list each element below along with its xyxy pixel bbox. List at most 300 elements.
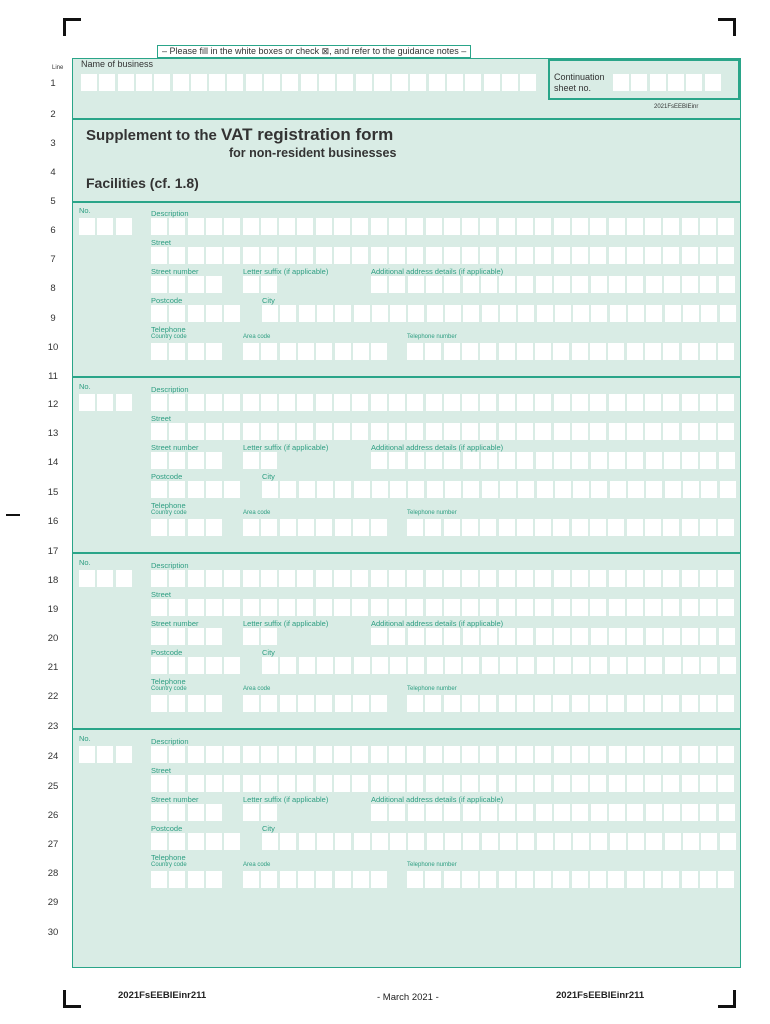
facility-1-telephone-number-box[interactable] xyxy=(700,343,716,360)
facility-2-city-box[interactable] xyxy=(555,481,571,498)
facility-2-description-box[interactable] xyxy=(261,394,277,411)
facility-1-additional-address-box[interactable] xyxy=(664,276,680,293)
facility-2-street-box[interactable] xyxy=(590,423,606,440)
facility-1-additional-address-box[interactable] xyxy=(499,276,515,293)
facility-4-telephone-number-box[interactable] xyxy=(572,871,588,888)
facility-1-city-box[interactable] xyxy=(262,305,278,322)
facility-2-description-box[interactable] xyxy=(426,394,442,411)
facility-3-description-box[interactable] xyxy=(243,570,259,587)
facility-3-country-code-box[interactable] xyxy=(206,695,222,712)
facility-3-area-code-box[interactable] xyxy=(335,695,351,712)
facility-2-description-box[interactable] xyxy=(206,394,222,411)
facility-3-additional-address-box[interactable] xyxy=(572,628,588,645)
facility-3-telephone-number-box[interactable] xyxy=(553,695,569,712)
facility-4-additional-address-box[interactable] xyxy=(371,804,387,821)
facility-1-area-code-box[interactable] xyxy=(280,343,296,360)
facility-2-postcode-box[interactable] xyxy=(169,481,185,498)
facility-1-telephone-number-box[interactable] xyxy=(462,343,478,360)
facility-1-no-box[interactable] xyxy=(116,218,132,235)
facility-4-description-box[interactable] xyxy=(206,746,222,763)
facility-4-additional-address-box[interactable] xyxy=(426,804,442,821)
facility-2-area-code-box[interactable] xyxy=(335,519,351,536)
facility-2-postcode-box[interactable] xyxy=(206,481,222,498)
facility-2-description-box[interactable] xyxy=(224,394,240,411)
facility-2-street-box[interactable] xyxy=(517,423,533,440)
facility-4-city-box[interactable] xyxy=(372,833,388,850)
name-of-business-char-box[interactable] xyxy=(191,74,207,91)
facility-2-additional-address-box[interactable] xyxy=(408,452,424,469)
facility-3-city-box[interactable] xyxy=(317,657,333,674)
facility-1-city-box[interactable] xyxy=(720,305,736,322)
facility-1-telephone-number-box[interactable] xyxy=(718,343,734,360)
facility-2-description-box[interactable] xyxy=(444,394,460,411)
facility-1-additional-address-box[interactable] xyxy=(700,276,716,293)
facility-3-street-box[interactable] xyxy=(535,599,551,616)
facility-3-description-box[interactable] xyxy=(188,570,204,587)
facility-4-area-code-box[interactable] xyxy=(371,871,387,888)
facility-1-area-code-box[interactable] xyxy=(261,343,277,360)
facility-2-additional-address-box[interactable] xyxy=(682,452,698,469)
facility-3-street-box[interactable] xyxy=(682,599,698,616)
facility-4-street-box[interactable] xyxy=(352,775,368,792)
name-of-business-char-box[interactable] xyxy=(337,74,353,91)
facility-1-description-box[interactable] xyxy=(426,218,442,235)
facility-1-additional-address-box[interactable] xyxy=(682,276,698,293)
facility-3-street-box[interactable] xyxy=(224,599,240,616)
facility-1-street-box[interactable] xyxy=(700,247,716,264)
facility-1-telephone-number-box[interactable] xyxy=(480,343,496,360)
facility-3-street-box[interactable] xyxy=(700,599,716,616)
facility-3-city-box[interactable] xyxy=(372,657,388,674)
facility-4-city-box[interactable] xyxy=(299,833,315,850)
facility-4-description-box[interactable] xyxy=(609,746,625,763)
facility-2-telephone-number-box[interactable] xyxy=(645,519,661,536)
facility-2-telephone-number-box[interactable] xyxy=(553,519,569,536)
facility-2-telephone-number-box[interactable] xyxy=(462,519,478,536)
facility-2-no-box[interactable] xyxy=(97,394,113,411)
facility-3-telephone-number-box[interactable] xyxy=(608,695,624,712)
facility-3-street-box[interactable] xyxy=(206,599,222,616)
facility-3-city-box[interactable] xyxy=(427,657,443,674)
facility-1-postcode-box[interactable] xyxy=(188,305,204,322)
facility-3-country-code-box[interactable] xyxy=(188,695,204,712)
facility-4-no-box[interactable] xyxy=(79,746,95,763)
facility-2-street-box[interactable] xyxy=(169,423,185,440)
name-of-business-char-box[interactable] xyxy=(264,74,280,91)
facility-3-city-box[interactable] xyxy=(610,657,626,674)
facility-4-additional-address-box[interactable] xyxy=(499,804,515,821)
facility-2-street-box[interactable] xyxy=(297,423,313,440)
facility-1-city-box[interactable] xyxy=(518,305,534,322)
facility-1-letter-suffix-box[interactable] xyxy=(261,276,277,293)
facility-4-city-box[interactable] xyxy=(591,833,607,850)
facility-3-country-code-box[interactable] xyxy=(169,695,185,712)
facility-3-telephone-number-box[interactable] xyxy=(718,695,734,712)
facility-1-additional-address-box[interactable] xyxy=(408,276,424,293)
facility-3-description-box[interactable] xyxy=(609,570,625,587)
facility-3-city-box[interactable] xyxy=(628,657,644,674)
facility-1-street-box[interactable] xyxy=(609,247,625,264)
facility-3-postcode-box[interactable] xyxy=(224,657,240,674)
facility-2-city-box[interactable] xyxy=(427,481,443,498)
facility-1-description-box[interactable] xyxy=(590,218,606,235)
facility-2-area-code-box[interactable] xyxy=(353,519,369,536)
facility-3-country-code-box[interactable] xyxy=(151,695,167,712)
facility-2-street-box[interactable] xyxy=(609,423,625,440)
facility-3-street-box[interactable] xyxy=(480,599,496,616)
facility-1-telephone-number-box[interactable] xyxy=(499,343,515,360)
facility-3-street-number-box[interactable] xyxy=(188,628,204,645)
facility-4-additional-address-box[interactable] xyxy=(591,804,607,821)
facility-4-country-code-box[interactable] xyxy=(169,871,185,888)
facility-1-description-box[interactable] xyxy=(572,218,588,235)
facility-4-city-box[interactable] xyxy=(445,833,461,850)
facility-3-additional-address-box[interactable] xyxy=(719,628,735,645)
facility-4-description-box[interactable] xyxy=(151,746,167,763)
facility-4-postcode-box[interactable] xyxy=(206,833,222,850)
facility-3-street-box[interactable] xyxy=(169,599,185,616)
facility-3-street-box[interactable] xyxy=(426,599,442,616)
facility-3-area-code-box[interactable] xyxy=(261,695,277,712)
facility-3-telephone-number-box[interactable] xyxy=(645,695,661,712)
facility-4-telephone-number-box[interactable] xyxy=(718,871,734,888)
facility-1-street-box[interactable] xyxy=(316,247,332,264)
facility-1-city-box[interactable] xyxy=(280,305,296,322)
name-of-business-char-box[interactable] xyxy=(227,74,243,91)
facility-4-street-box[interactable] xyxy=(243,775,259,792)
facility-4-additional-address-box[interactable] xyxy=(444,804,460,821)
facility-3-telephone-number-box[interactable] xyxy=(627,695,643,712)
facility-3-additional-address-box[interactable] xyxy=(371,628,387,645)
facility-2-telephone-number-box[interactable] xyxy=(718,519,734,536)
facility-2-description-box[interactable] xyxy=(151,394,167,411)
facility-4-city-box[interactable] xyxy=(482,833,498,850)
facility-4-description-box[interactable] xyxy=(645,746,661,763)
facility-1-description-box[interactable] xyxy=(517,218,533,235)
facility-3-street-box[interactable] xyxy=(334,599,350,616)
facility-2-description-box[interactable] xyxy=(700,394,716,411)
facility-4-street-box[interactable] xyxy=(279,775,295,792)
facility-2-street-box[interactable] xyxy=(480,423,496,440)
facility-2-city-box[interactable] xyxy=(665,481,681,498)
facility-1-street-box[interactable] xyxy=(444,247,460,264)
facility-2-street-box[interactable] xyxy=(682,423,698,440)
facility-3-area-code-box[interactable] xyxy=(298,695,314,712)
facility-4-description-box[interactable] xyxy=(535,746,551,763)
facility-2-description-box[interactable] xyxy=(554,394,570,411)
facility-2-country-code-box[interactable] xyxy=(188,519,204,536)
facility-2-city-box[interactable] xyxy=(372,481,388,498)
facility-2-city-box[interactable] xyxy=(628,481,644,498)
facility-1-city-box[interactable] xyxy=(701,305,717,322)
facility-1-telephone-number-box[interactable] xyxy=(663,343,679,360)
facility-3-city-box[interactable] xyxy=(445,657,461,674)
facility-2-description-box[interactable] xyxy=(352,394,368,411)
name-of-business-char-box[interactable] xyxy=(374,74,390,91)
facility-3-city-box[interactable] xyxy=(591,657,607,674)
facility-3-city-box[interactable] xyxy=(299,657,315,674)
facility-1-city-box[interactable] xyxy=(335,305,351,322)
facility-3-street-box[interactable] xyxy=(517,599,533,616)
facility-2-postcode-box[interactable] xyxy=(224,481,240,498)
facility-2-additional-address-box[interactable] xyxy=(591,452,607,469)
facility-3-description-box[interactable] xyxy=(627,570,643,587)
facility-3-street-number-box[interactable] xyxy=(169,628,185,645)
facility-1-description-box[interactable] xyxy=(609,218,625,235)
facility-3-street-box[interactable] xyxy=(499,599,515,616)
facility-2-area-code-box[interactable] xyxy=(280,519,296,536)
facility-1-additional-address-box[interactable] xyxy=(554,276,570,293)
facility-1-description-box[interactable] xyxy=(499,218,515,235)
facility-2-street-box[interactable] xyxy=(663,423,679,440)
facility-3-street-box[interactable] xyxy=(627,599,643,616)
facility-2-additional-address-box[interactable] xyxy=(463,452,479,469)
facility-4-city-box[interactable] xyxy=(683,833,699,850)
facility-4-description-box[interactable] xyxy=(224,746,240,763)
facility-4-additional-address-box[interactable] xyxy=(389,804,405,821)
facility-3-street-box[interactable] xyxy=(645,599,661,616)
facility-4-street-box[interactable] xyxy=(663,775,679,792)
facility-4-telephone-number-box[interactable] xyxy=(480,871,496,888)
facility-1-city-box[interactable] xyxy=(537,305,553,322)
facility-3-city-box[interactable] xyxy=(518,657,534,674)
facility-1-telephone-number-box[interactable] xyxy=(608,343,624,360)
facility-1-description-box[interactable] xyxy=(444,218,460,235)
facility-1-additional-address-box[interactable] xyxy=(463,276,479,293)
facility-3-description-box[interactable] xyxy=(206,570,222,587)
facility-4-city-box[interactable] xyxy=(537,833,553,850)
facility-4-description-box[interactable] xyxy=(554,746,570,763)
facility-2-city-box[interactable] xyxy=(537,481,553,498)
facility-4-description-box[interactable] xyxy=(444,746,460,763)
facility-4-street-box[interactable] xyxy=(426,775,442,792)
facility-2-city-box[interactable] xyxy=(299,481,315,498)
facility-1-street-box[interactable] xyxy=(407,247,423,264)
facility-1-description-box[interactable] xyxy=(151,218,167,235)
facility-1-street-box[interactable] xyxy=(261,247,277,264)
facility-1-street-box[interactable] xyxy=(480,247,496,264)
facility-2-description-box[interactable] xyxy=(627,394,643,411)
facility-1-street-box[interactable] xyxy=(151,247,167,264)
facility-2-no-box[interactable] xyxy=(116,394,132,411)
facility-1-additional-address-box[interactable] xyxy=(572,276,588,293)
facility-4-city-box[interactable] xyxy=(317,833,333,850)
facility-1-description-box[interactable] xyxy=(627,218,643,235)
facility-1-description-box[interactable] xyxy=(407,218,423,235)
name-of-business-char-box[interactable] xyxy=(154,74,170,91)
facility-2-city-box[interactable] xyxy=(317,481,333,498)
facility-4-street-box[interactable] xyxy=(572,775,588,792)
facility-4-telephone-number-box[interactable] xyxy=(517,871,533,888)
facility-4-street-number-box[interactable] xyxy=(151,804,167,821)
facility-4-description-box[interactable] xyxy=(718,746,734,763)
facility-2-description-box[interactable] xyxy=(645,394,661,411)
facility-4-street-box[interactable] xyxy=(224,775,240,792)
facility-4-street-box[interactable] xyxy=(535,775,551,792)
facility-2-street-box[interactable] xyxy=(334,423,350,440)
facility-3-telephone-number-box[interactable] xyxy=(444,695,460,712)
facility-2-city-box[interactable] xyxy=(518,481,534,498)
facility-1-street-box[interactable] xyxy=(297,247,313,264)
facility-3-additional-address-box[interactable] xyxy=(517,628,533,645)
facility-3-area-code-box[interactable] xyxy=(353,695,369,712)
facility-1-telephone-number-box[interactable] xyxy=(645,343,661,360)
facility-1-telephone-number-box[interactable] xyxy=(425,343,441,360)
facility-1-country-code-box[interactable] xyxy=(169,343,185,360)
facility-2-additional-address-box[interactable] xyxy=(554,452,570,469)
facility-2-street-box[interactable] xyxy=(206,423,222,440)
facility-3-city-box[interactable] xyxy=(646,657,662,674)
facility-2-description-box[interactable] xyxy=(590,394,606,411)
facility-4-additional-address-box[interactable] xyxy=(609,804,625,821)
facility-2-description-box[interactable] xyxy=(334,394,350,411)
facility-2-additional-address-box[interactable] xyxy=(646,452,662,469)
facility-2-additional-address-box[interactable] xyxy=(426,452,442,469)
facility-2-street-box[interactable] xyxy=(426,423,442,440)
facility-3-street-box[interactable] xyxy=(572,599,588,616)
facility-1-city-box[interactable] xyxy=(591,305,607,322)
facility-4-telephone-number-box[interactable] xyxy=(663,871,679,888)
facility-1-street-number-box[interactable] xyxy=(206,276,222,293)
facility-2-telephone-number-box[interactable] xyxy=(700,519,716,536)
facility-1-no-box[interactable] xyxy=(79,218,95,235)
facility-4-city-box[interactable] xyxy=(720,833,736,850)
facility-1-description-box[interactable] xyxy=(279,218,295,235)
facility-1-additional-address-box[interactable] xyxy=(627,276,643,293)
facility-1-telephone-number-box[interactable] xyxy=(535,343,551,360)
facility-1-telephone-number-box[interactable] xyxy=(407,343,423,360)
facility-4-city-box[interactable] xyxy=(555,833,571,850)
facility-4-city-box[interactable] xyxy=(408,833,424,850)
facility-4-city-box[interactable] xyxy=(646,833,662,850)
facility-4-additional-address-box[interactable] xyxy=(700,804,716,821)
name-of-business-char-box[interactable] xyxy=(465,74,481,91)
facility-1-description-box[interactable] xyxy=(389,218,405,235)
facility-4-city-box[interactable] xyxy=(280,833,296,850)
facility-4-street-number-box[interactable] xyxy=(169,804,185,821)
facility-4-city-box[interactable] xyxy=(335,833,351,850)
facility-3-telephone-number-box[interactable] xyxy=(462,695,478,712)
facility-2-description-box[interactable] xyxy=(480,394,496,411)
facility-2-additional-address-box[interactable] xyxy=(609,452,625,469)
facility-4-additional-address-box[interactable] xyxy=(463,804,479,821)
facility-2-city-box[interactable] xyxy=(280,481,296,498)
facility-4-telephone-number-box[interactable] xyxy=(425,871,441,888)
facility-4-street-box[interactable] xyxy=(462,775,478,792)
facility-3-description-box[interactable] xyxy=(554,570,570,587)
facility-1-telephone-number-box[interactable] xyxy=(553,343,569,360)
facility-3-street-box[interactable] xyxy=(188,599,204,616)
facility-1-description-box[interactable] xyxy=(645,218,661,235)
continuation-sheet-char-box[interactable] xyxy=(650,74,666,91)
facility-1-street-box[interactable] xyxy=(572,247,588,264)
facility-3-additional-address-box[interactable] xyxy=(481,628,497,645)
facility-2-street-number-box[interactable] xyxy=(169,452,185,469)
facility-1-street-box[interactable] xyxy=(352,247,368,264)
facility-2-city-box[interactable] xyxy=(701,481,717,498)
facility-3-description-box[interactable] xyxy=(645,570,661,587)
facility-2-description-box[interactable] xyxy=(499,394,515,411)
facility-4-street-box[interactable] xyxy=(151,775,167,792)
facility-2-city-box[interactable] xyxy=(646,481,662,498)
facility-2-area-code-box[interactable] xyxy=(316,519,332,536)
facility-4-description-box[interactable] xyxy=(371,746,387,763)
facility-1-city-box[interactable] xyxy=(372,305,388,322)
facility-3-postcode-box[interactable] xyxy=(151,657,167,674)
facility-1-additional-address-box[interactable] xyxy=(371,276,387,293)
facility-1-street-box[interactable] xyxy=(206,247,222,264)
facility-4-additional-address-box[interactable] xyxy=(682,804,698,821)
facility-3-additional-address-box[interactable] xyxy=(646,628,662,645)
facility-3-city-box[interactable] xyxy=(720,657,736,674)
facility-2-country-code-box[interactable] xyxy=(169,519,185,536)
facility-1-description-box[interactable] xyxy=(188,218,204,235)
facility-2-additional-address-box[interactable] xyxy=(499,452,515,469)
facility-4-street-box[interactable] xyxy=(718,775,734,792)
facility-1-city-box[interactable] xyxy=(665,305,681,322)
facility-4-city-box[interactable] xyxy=(500,833,516,850)
facility-3-telephone-number-box[interactable] xyxy=(480,695,496,712)
facility-1-street-box[interactable] xyxy=(188,247,204,264)
facility-3-description-box[interactable] xyxy=(572,570,588,587)
facility-1-additional-address-box[interactable] xyxy=(609,276,625,293)
facility-1-description-box[interactable] xyxy=(554,218,570,235)
facility-4-postcode-box[interactable] xyxy=(151,833,167,850)
facility-4-description-box[interactable] xyxy=(407,746,423,763)
facility-1-area-code-box[interactable] xyxy=(298,343,314,360)
facility-3-city-box[interactable] xyxy=(555,657,571,674)
facility-4-description-box[interactable] xyxy=(572,746,588,763)
facility-2-country-code-box[interactable] xyxy=(206,519,222,536)
facility-3-street-box[interactable] xyxy=(407,599,423,616)
facility-4-description-box[interactable] xyxy=(499,746,515,763)
facility-1-description-box[interactable] xyxy=(462,218,478,235)
facility-1-street-box[interactable] xyxy=(334,247,350,264)
facility-4-telephone-number-box[interactable] xyxy=(407,871,423,888)
facility-1-description-box[interactable] xyxy=(261,218,277,235)
facility-4-street-box[interactable] xyxy=(700,775,716,792)
facility-3-city-box[interactable] xyxy=(573,657,589,674)
facility-2-description-box[interactable] xyxy=(682,394,698,411)
facility-1-city-box[interactable] xyxy=(299,305,315,322)
facility-3-description-box[interactable] xyxy=(682,570,698,587)
facility-4-additional-address-box[interactable] xyxy=(627,804,643,821)
facility-2-description-box[interactable] xyxy=(517,394,533,411)
facility-1-city-box[interactable] xyxy=(390,305,406,322)
name-of-business-char-box[interactable] xyxy=(410,74,426,91)
facility-3-telephone-number-box[interactable] xyxy=(425,695,441,712)
facility-2-letter-suffix-box[interactable] xyxy=(261,452,277,469)
facility-1-country-code-box[interactable] xyxy=(151,343,167,360)
facility-4-street-box[interactable] xyxy=(682,775,698,792)
facility-2-no-box[interactable] xyxy=(79,394,95,411)
facility-1-street-box[interactable] xyxy=(627,247,643,264)
facility-4-street-box[interactable] xyxy=(169,775,185,792)
facility-3-additional-address-box[interactable] xyxy=(389,628,405,645)
facility-1-city-box[interactable] xyxy=(317,305,333,322)
facility-2-description-box[interactable] xyxy=(316,394,332,411)
facility-1-street-box[interactable] xyxy=(590,247,606,264)
facility-3-city-box[interactable] xyxy=(262,657,278,674)
facility-1-street-number-box[interactable] xyxy=(151,276,167,293)
facility-3-description-box[interactable] xyxy=(389,570,405,587)
facility-4-street-box[interactable] xyxy=(188,775,204,792)
facility-3-description-box[interactable] xyxy=(316,570,332,587)
facility-2-street-number-box[interactable] xyxy=(151,452,167,469)
facility-4-description-box[interactable] xyxy=(334,746,350,763)
facility-1-additional-address-box[interactable] xyxy=(426,276,442,293)
name-of-business-char-box[interactable] xyxy=(136,74,152,91)
